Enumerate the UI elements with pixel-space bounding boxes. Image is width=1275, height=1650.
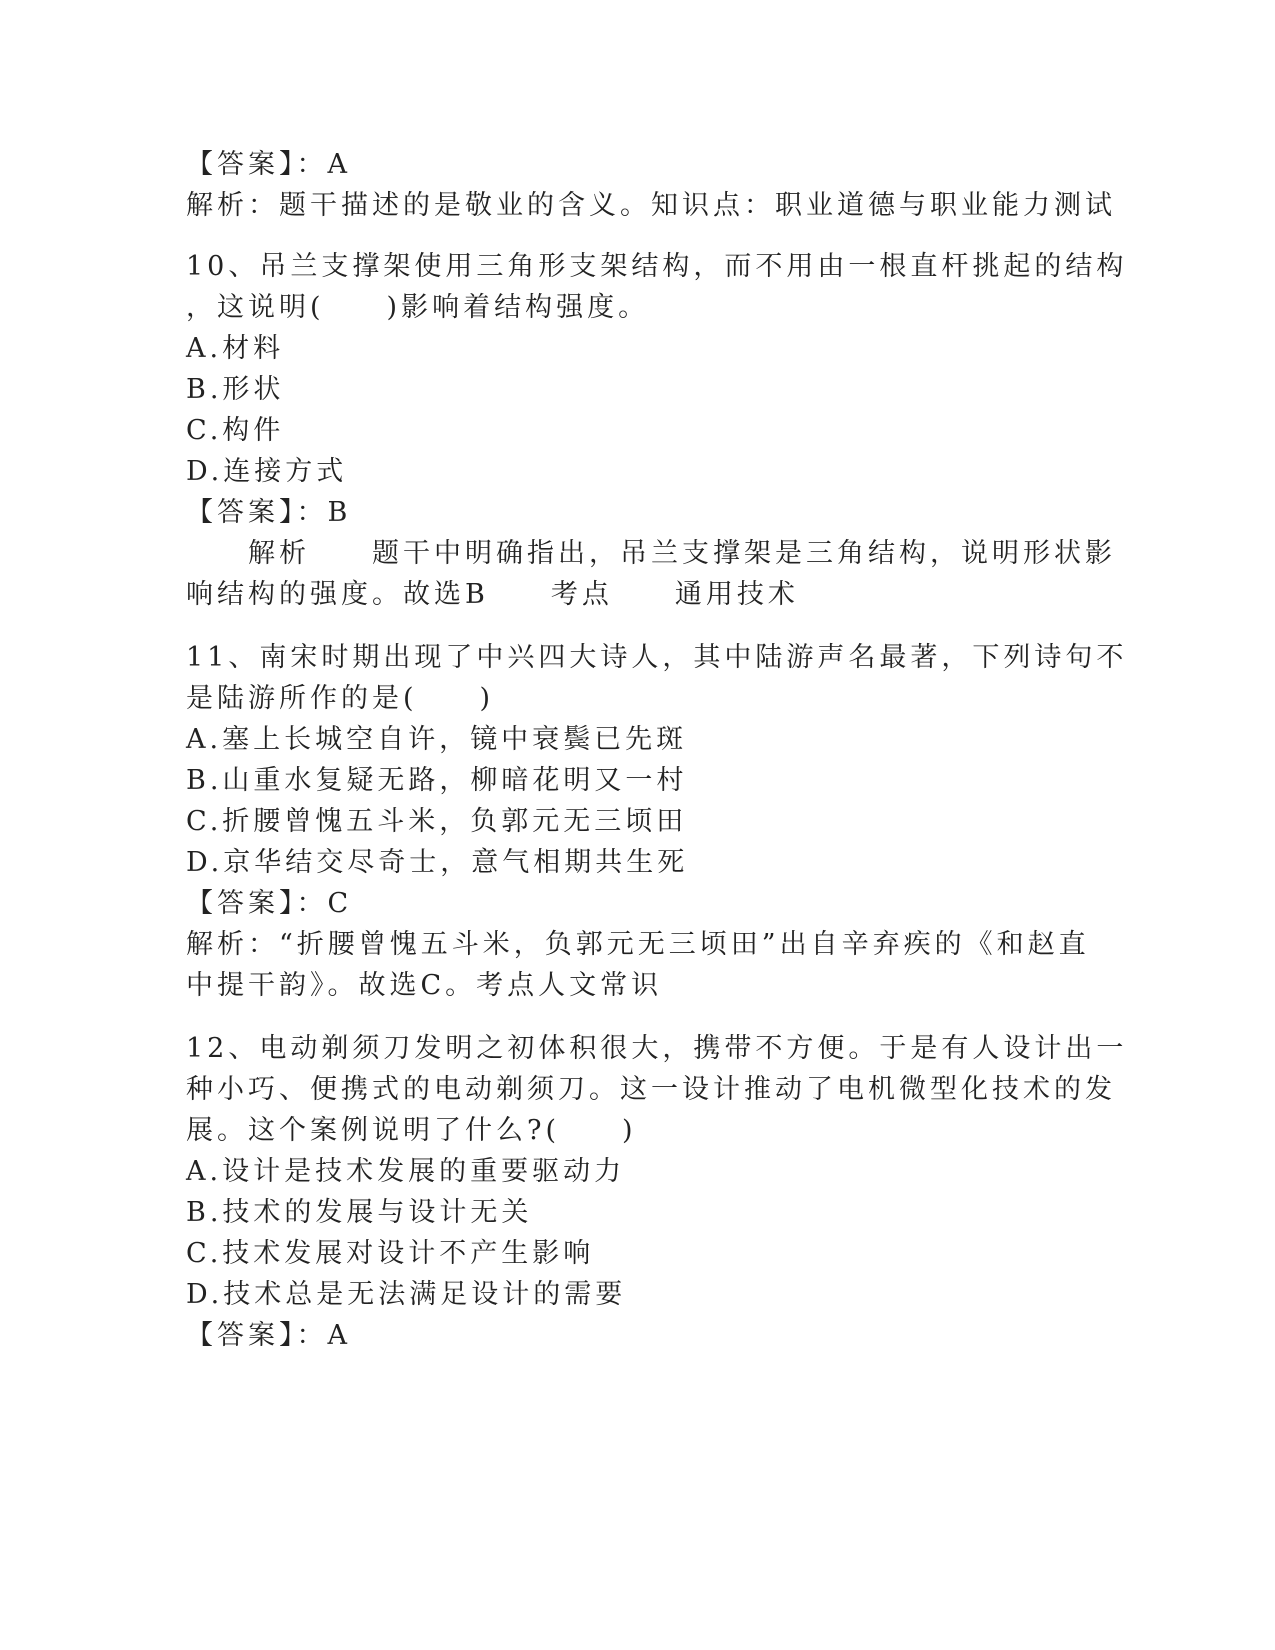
option-a-q12: A.设计是技术发展的重要驱动力 — [186, 1156, 626, 1187]
question-12-text: 12、电动剃须刀发明之初体积很大，携带不方便。于是有人设计出一 — [186, 1033, 1128, 1064]
option-b-q11: B.山重水复疑无路，柳暗花明又一村 — [186, 765, 688, 796]
answer-line-q10: 【答案】：B — [186, 497, 352, 528]
option-c-q10: C.构件 — [186, 415, 285, 446]
question-11-text: 11、南宋时期出现了中兴四大诗人，其中陆游声名最著，下列诗句不 — [186, 642, 1128, 673]
question-12-text-cont: 种小巧、便携式的电动剃须刀。这一设计推动了电机微型化技术的发 — [186, 1074, 1116, 1105]
answer-line-q11: 【答案】：C — [186, 888, 353, 919]
option-d-q10: D.连接方式 — [186, 456, 348, 487]
analysis-line-q9: 解析：题干描述的是敬业的含义。知识点：职业道德与职业能力测试 — [186, 190, 1116, 221]
option-d-q11: D.京华结交尽奇士，意气相期共生死 — [186, 847, 689, 878]
question-12-text-cont2: 展。这个案例说明了什么?( ) — [186, 1115, 637, 1146]
option-c-q11: C.折腰曾愧五斗米，负郭元无三顷田 — [186, 806, 688, 837]
analysis-line-q11-cont: 中提干韵》。故选C。考点人文常识 — [186, 970, 663, 1001]
answer-line-q9: 【答案】：A — [186, 149, 351, 180]
question-10-text-cont: ，这说明( )影响着结构强度。 — [186, 292, 650, 323]
option-c-q12: C.技术发展对设计不产生影响 — [186, 1238, 595, 1269]
question-10-text: 10、吊兰支撑架使用三角形支架结构，而不用由一根直杆挑起的结构 — [186, 251, 1128, 282]
analysis-line-q10: 解析 题干中明确指出，吊兰支撑架是三角结构，说明形状影 — [186, 538, 1116, 569]
option-a-q10: A.材料 — [186, 333, 285, 364]
option-b-q12: B.技术的发展与设计无关 — [186, 1197, 533, 1228]
option-a-q11: A.塞上长城空自许，镜中衰鬓已先斑 — [186, 724, 688, 755]
option-b-q10: B.形状 — [186, 374, 285, 405]
answer-line-q12: 【答案】：A — [186, 1320, 351, 1351]
analysis-line-q11: 解析：“折腰曾愧五斗米，负郭元无三顷田”出自辛弃疾的《和赵直 — [186, 929, 1090, 960]
option-d-q12: D.技术总是无法满足设计的需要 — [186, 1279, 627, 1310]
question-11-text-cont: 是陆游所作的是( ) — [186, 683, 495, 714]
analysis-line-q10-cont: 响结构的强度。故选B 考点 通用技术 — [186, 579, 799, 610]
